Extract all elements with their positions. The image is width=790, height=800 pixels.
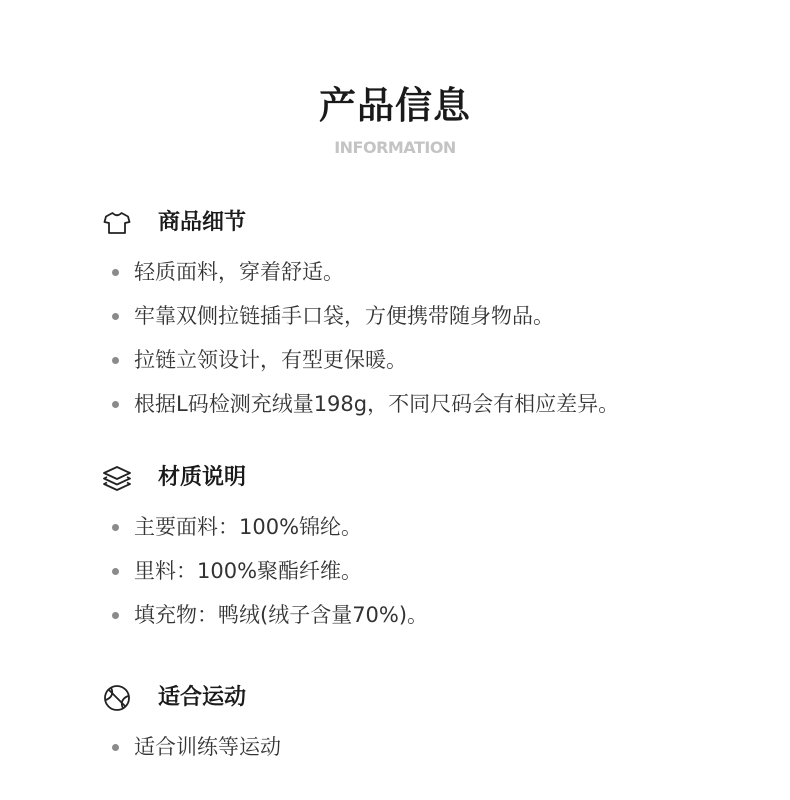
list-item-text: 根据L码检测充绒量198g，不同尺码会有相应差异。 [134,392,620,416]
bullet-dot [112,524,119,531]
list-item [100,725,760,769]
page-subtitle: INFORMATION [334,138,456,157]
bullet-dot [112,313,119,320]
list-item [100,338,760,382]
section-title: 适合运动 [158,685,247,710]
list-item-text: 轻质面料，穿着舒适。 [134,260,344,284]
list-item [100,505,760,549]
bullet-dot [112,401,119,408]
detail-list [100,250,760,426]
bullet-dot [112,612,119,619]
material-list [100,505,760,637]
bullet-dot [112,568,119,575]
list-item [100,382,760,426]
tshirt-icon [100,206,134,240]
list-item-text: 主要面料：100%锦纶。 [134,515,363,539]
page-title: 产品信息 [319,84,471,127]
list-item-text: 填充物：鸭绒(绒子含量70%)。 [134,603,429,627]
section-title: 材质说明 [158,465,247,490]
list-item [100,294,760,338]
list-item [100,549,760,593]
page-header [0,82,790,158]
bullet-dot [112,744,119,751]
section-sports [100,681,760,769]
section-header [100,206,760,240]
section-header [100,461,760,495]
section-product-details [100,206,760,426]
list-item-text: 里料：100%聚酯纤维。 [134,559,363,583]
section-material [100,461,760,637]
list-item-text: 拉链立领设计，有型更保暖。 [134,348,407,372]
bullet-dot [112,269,119,276]
list-item-text: 适合训练等运动 [134,735,281,759]
bullet-dot [112,357,119,364]
section-title: 商品细节 [158,210,247,235]
list-item [100,593,760,637]
list-item-text: 牢靠双侧拉链插手口袋，方便携带随身物品。 [134,304,554,328]
layers-icon [100,461,134,495]
basketball-icon [100,681,134,715]
sports-list [100,725,760,769]
section-header [100,681,760,715]
list-item [100,250,760,294]
